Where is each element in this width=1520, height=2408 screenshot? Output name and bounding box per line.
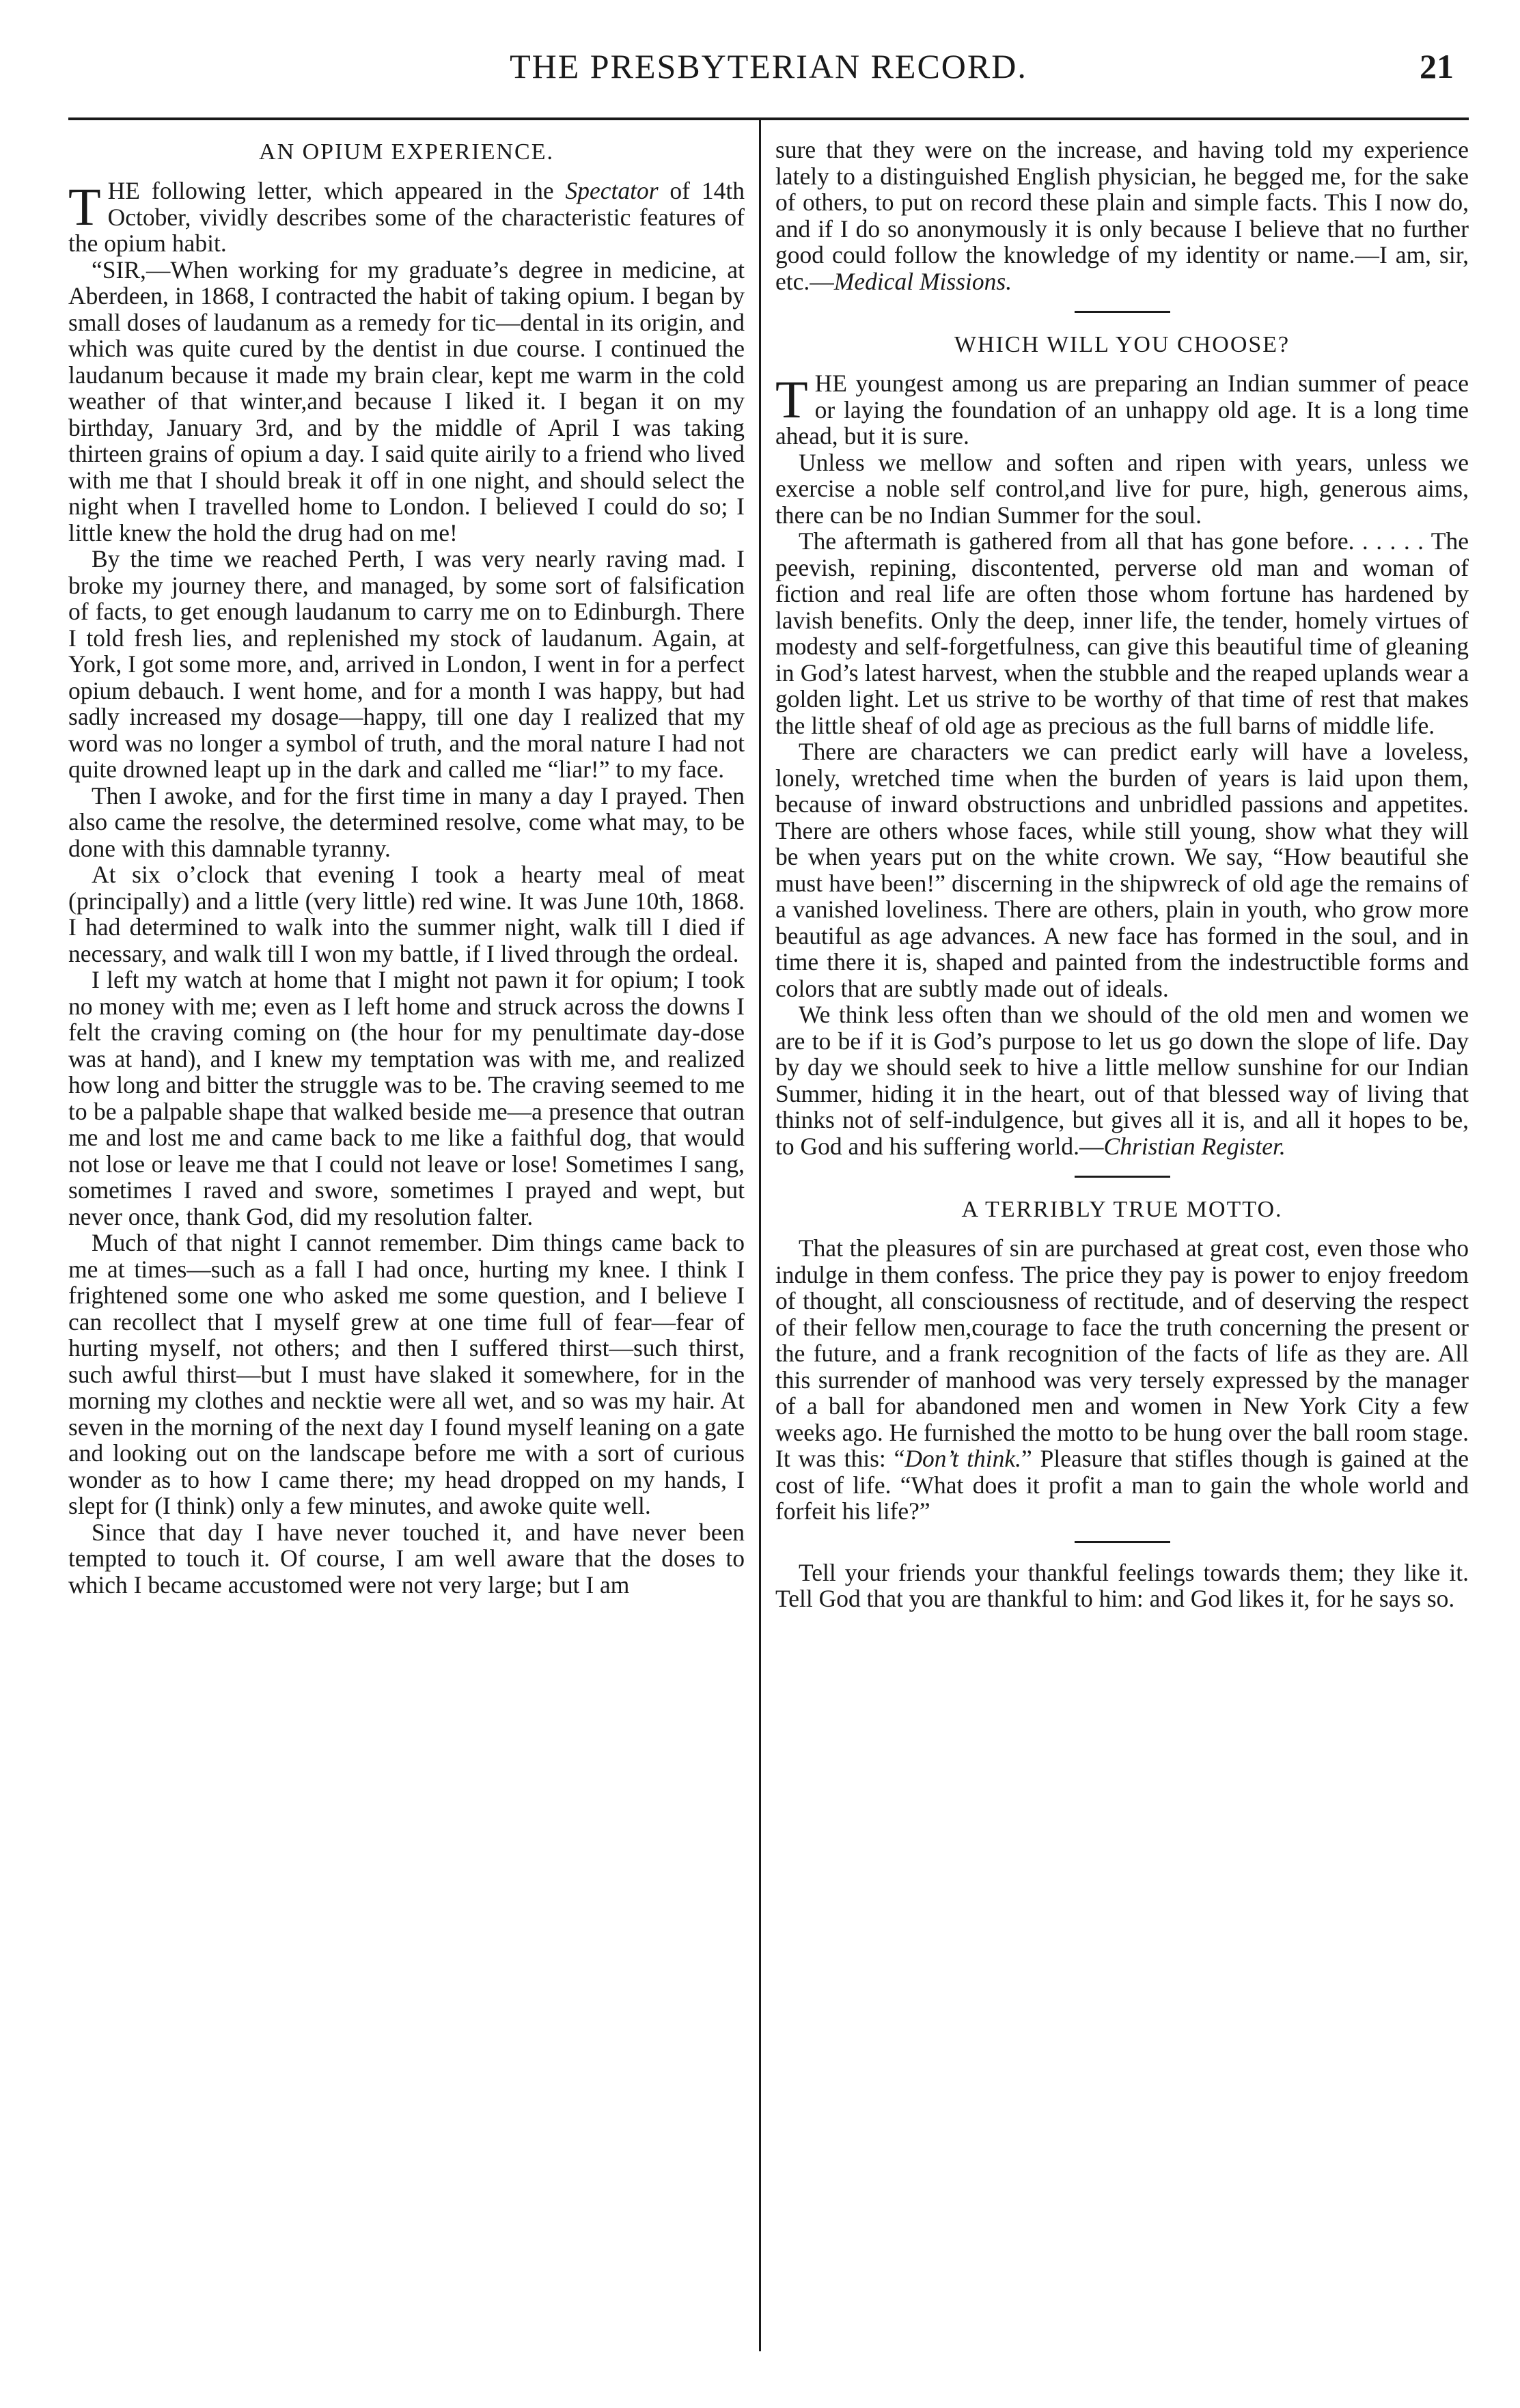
- intro-paragraph: THE youngest among us are preparing an Indian summer of peace or laying the foundation of an unhappy old age. It is a long time ahead, but it is sure.: [775, 370, 1469, 449]
- source-credit: Christian Register.: [1103, 1132, 1286, 1160]
- source-credit: Medical Missions.: [833, 267, 1012, 295]
- dropcap-letter: T: [775, 370, 808, 429]
- header-rule: [68, 117, 1469, 120]
- body-paragraph: The aftermath is gathered from all that has gone before. . . . . . The peevish, repining, discontented, perverse old man and woman of fiction and real life are often those whom fortune has hardened by lavish benefits. Only the deep, inner life, the tender, homely virtues of modesty and self-forgetfulness, can give this beautiful time of gleaning in God’s latest harvest, when the stubble and the reaped uplands wear a golden light. Let us strive to be worthy of that time of rest that makes the little sheaf of old age as precious as the full barns of middle life.: [775, 527, 1469, 739]
- section-rule: [1075, 311, 1170, 313]
- body-paragraph: By the time we reached Perth, I was very nearly raving mad. I broke my journey there, and managed, by some sort of falsification of facts, to get enough laudanum to carry me on to Edinburgh. There I told fresh lies, and replenished my stock of laudanum. Again, at York, I got some more, and, arrived in London, I went in for a perfect opium debauch. I went home, and for a month I was happy, but had sadly increased my dosage—happy, till one day I realized that my word was no longer a symbol of truth, and the moral nature I had not quite drowned leapt up in the dark and called me “liar!” to my face.: [68, 545, 745, 783]
- section-rule: [1075, 1176, 1170, 1178]
- body-paragraph: There are characters we can predict early will have a loveless, lonely, wretched time when the burden of years is laid upon them, because of inward obstructions and unbridled passions and appetites. There are others whose faces, while still young, show what they will be when years put on the white crown. We say, “How beautiful she must have been!” discerning in the shipwreck of old age the remains of a vanished loveliness. There are others, plain in youth, who grow more beautiful as age advances. A new face has formed in the soul, and in time there it is, shaped and painted from the indestructible forms and colors that are subtly made out of ideals.: [775, 738, 1469, 1002]
- body-paragraph: We think less often than we should of the old men and women we are to be if it is God’s purpose to let us go down the slope of life. Day by day we should seek to hive a little mellow sunshine for our Indian Summer, hiding it in the heart, out of that blessed way of living that thinks not of self-indulgence, but gives all it is, and all it hopes to be, to God and his suffering world.—Christian Register.: [775, 1001, 1469, 1160]
- body-paragraph: Then I awoke, and for the first time in many a day I prayed. Then also came the resolve, the determined resolve, come what may, to be done with this damnable tyranny.: [68, 781, 745, 862]
- closing-paragraph: Tell your friends your thankful feelings towards them; they like it. Tell God that you are thankful to him: and God likes it, for he says so.: [775, 1558, 1469, 1612]
- body-paragraph: I left my watch at home that I might not pawn it for opium; I took no money with me; even as I left home and struck across the downs I felt the craving coming on (the hour for my penultimate day-dose was at hand), and I knew my temptation was with me, and realized how long and bitter the struggle was to be. The craving seemed to me to be a palpable shape that walked beside me—a presence that outran me and lost me and came back to me like a faithful dog, that would not lose or leave me that I could not leave or lose! Sometimes I sang, sometimes I raved and swore, sometimes I prayed and wept, but never once, thank God, did my resolution falter.: [68, 966, 745, 1230]
- article-title-opium: AN OPIUM EXPERIENCE.: [259, 139, 554, 165]
- column-divider: [759, 117, 761, 2351]
- publication-name: Spectator: [565, 177, 659, 204]
- journal-title: THE PRESBYTERIAN RECORD.: [510, 47, 1027, 85]
- article-title-motto: A TERRIBLY TRUE MOTTO.: [961, 1197, 1283, 1222]
- page-number: 21: [1420, 47, 1454, 85]
- body-paragraph: At six o’clock that evening I took a hearty meal of meat (principally) and a little (very little) red wine. It was June 10th, 1868. I had determined to walk into the summer night, walk till I died if necessary, and walk till I won my battle, if I lived through the ordeal.: [68, 861, 745, 967]
- page-header: [68, 42, 1469, 90]
- body-paragraph: That the pleasures of sin are purchased at great cost, even those who indulge in them confess. The price they pay is power to enjoy freedom of thought, all consciousness of rectitude, and of deserving the respect of their fellow men,courage to face the truth concerning the present or the future, and a frank recognition of the facts of life as they are. All this surrender of manhood was very tersely expressed by the manager of a ball for abandoned men and women in New York City a few weeks ago. He furnished the motto to be hung over the ball room stage. It was this: “Don’t think.” Pleasure that stifles though is gained at the cost of life. “What does it profit a man to gain the whole world and forfeit his life?”: [775, 1234, 1469, 1525]
- body-paragraph: “SIR,—When working for my graduate’s degree in medicine, at Aberdeen, in 1868, I contracted the habit of taking opium. I began by small doses of laudanum as a remedy for tic—dental in its origin, and which was quite cured by the dentist in due course. I continued the laudanum because it made my brain clear, kept me warm in the cold weather of that winter,and because I liked it. I began it on my birthday, January 3rd, and by the middle of April I was taking thirteen grains of opium a day. I said quite airily to a friend who lived with me that I should break it off in one night, and should select the night when I travelled home to London. I believed I could do so; I little knew the hold the drug had on me!: [68, 255, 745, 546]
- motto-text: Don’t think.: [904, 1445, 1022, 1472]
- body-paragraph: Much of that night I cannot remember. Dim things came back to me at times—such as a fall I had once, hurting my knee. I think I frightened some one who asked me some question, and I believe I can recollect that I myself grew at one time full of fear—fear of hurting myself, not others; and then I suffered thirst—such thirst, such awful thirst—but I must have slaked it somewhere, for in the morning my clothes and necktie were all wet, and so was my hair. At seven in the morning of the next day I found myself leaning on a gate and looking out on the landscape before me with a sort of curious wonder as to how I came there; my head dropped on my hands, I slept for (I think) only a few minutes, and awoke quite well.: [68, 1229, 745, 1519]
- right-column: [775, 137, 1469, 1612]
- section-rule: [1075, 1541, 1170, 1543]
- dropcap-letter: T: [68, 177, 101, 236]
- intro-paragraph: THE following letter, which appeared in the Spectator of 14th October, vividly describes some of the characteristic features of the opium habit.: [68, 177, 745, 257]
- left-column: [68, 137, 745, 1598]
- body-paragraph: Since that day I have never touched it, and have never been tempted to touch it. Of course, I am well aware that the doses to which I became accustomed were not very large; but I am: [68, 1518, 745, 1599]
- body-paragraph: Unless we mellow and soften and ripen with years, unless we exercise a noble self control,and live for pure, high, generous aims, there can be no Indian Summer for the soul.: [775, 448, 1469, 529]
- continuation-paragraph: sure that they were on the increase, and having told my experience lately to a distinguished English physician, he begged me, for the sake of others, to put on record these plain and simple facts. This I now do, and if I do so anonymously it is only because I believe that no further good could follow the knowledge of my identity or name.—I am, sir, etc.—Medical Missions.: [775, 136, 1469, 295]
- article-title-choose: WHICH WILL YOU CHOOSE?: [954, 332, 1290, 357]
